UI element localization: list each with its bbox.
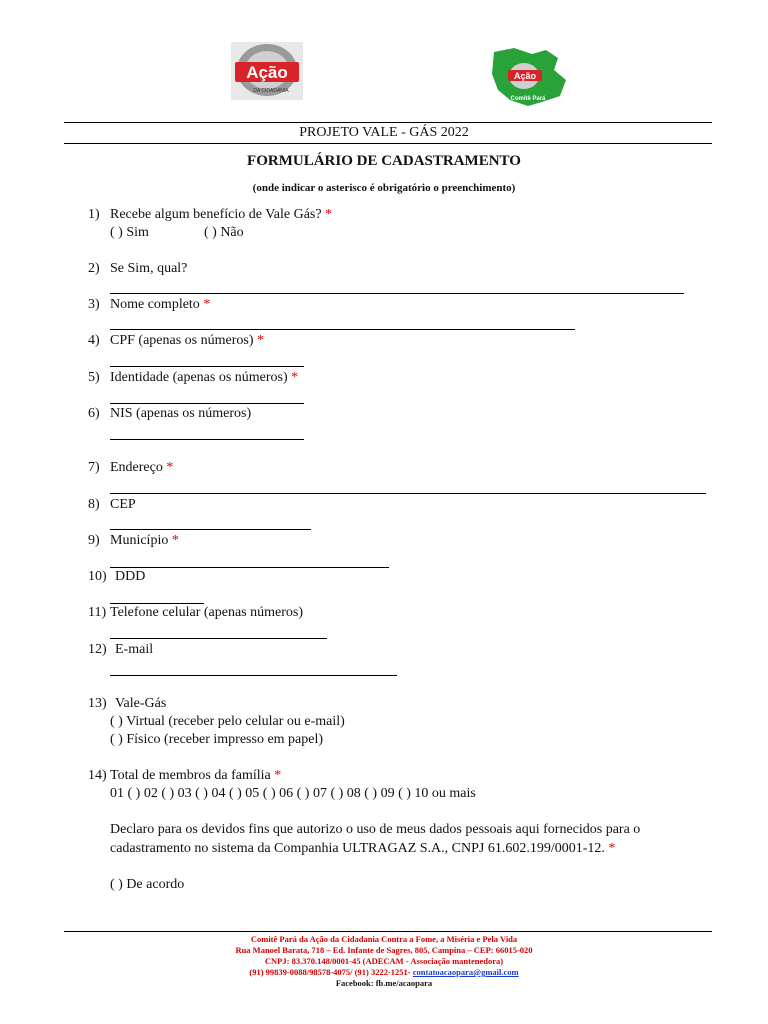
q13-option-virtual[interactable]: ( ) Virtual (receber pelo celular ou e-mail) [110, 714, 345, 729]
declaration-line-1: Declaro para os devidos fins que autorizo o uso de meus dados pessoais aqui fornecidos para o [110, 822, 641, 837]
q14-options[interactable]: 01 ( ) 02 ( ) 03 ( ) 04 ( ) 05 ( ) 06 ( ) 07 ( ) 08 ( ) 09 ( ) 10 ou mais [110, 786, 476, 801]
q8-answer-line[interactable] [110, 529, 311, 530]
q4-answer-line[interactable] [110, 366, 304, 367]
q12-number: 12) [88, 642, 107, 657]
q9-label: Município * [110, 533, 179, 548]
q11-answer-line[interactable] [110, 638, 327, 639]
required-note: (onde indicar o asterisco é obrigatório o preenchimento) [252, 182, 516, 194]
q9-number: 9) [88, 533, 100, 548]
q2-label: Se Sim, qual? [110, 261, 188, 276]
q1-option-sim[interactable]: ( ) Sim [110, 225, 149, 240]
q7-label: Endereço * [110, 460, 174, 475]
q5-label: Identidade (apenas os números) * [110, 370, 299, 385]
q5-number: 5) [88, 370, 100, 385]
q6-label: NIS (apenas os números) [110, 406, 252, 421]
header-bottom-rule [64, 143, 712, 144]
q3-answer-line[interactable] [110, 329, 575, 330]
question-1-label: Recebe algum benefício de Vale Gás? * [110, 207, 333, 222]
footer-contact [0, 967, 768, 978]
footer-facebook[interactable]: Facebook: fb.me/acaopara [335, 978, 433, 988]
q2-answer-line[interactable] [110, 293, 684, 294]
q4-number: 4) [88, 333, 100, 348]
footer [0, 934, 768, 989]
footer-address: Rua Manoel Barata, 718 – Ed. Infante de Sagres, 805, Campina – CEP: 66015-020 [235, 945, 533, 955]
q7-number: 7) [88, 460, 100, 475]
footer-cnpj: CNPJ: 83.370.148/0001-45 (ADECAM - Associação mantenedora) [264, 956, 504, 966]
q13-label: Vale-Gás [115, 696, 167, 711]
q12-answer-line[interactable] [110, 675, 397, 676]
declaration-line-2: cadastramento no sistema da Companhia ULTRAGAZ S.A., CNPJ 61.602.199/0001-12. * [110, 841, 616, 856]
q3-number: 3) [88, 297, 100, 312]
q6-answer-line[interactable] [110, 439, 304, 440]
q3-label: Nome completo * [110, 297, 211, 312]
q2-number: 2) [88, 261, 100, 276]
agree-option[interactable]: ( ) De acordo [110, 877, 185, 892]
comite-para-logo [484, 44, 576, 110]
q10-label: DDD [115, 569, 146, 584]
q5-answer-line[interactable] [110, 403, 304, 404]
q7-answer-line[interactable] [110, 493, 706, 494]
q1-option-nao[interactable]: ( ) Não [204, 225, 244, 240]
q8-label: CEP [110, 497, 136, 512]
project-title: PROJETO VALE - GÁS 2022 [299, 125, 469, 140]
left-logo-sub: DA CIDADANIA [253, 88, 289, 94]
q13-number: 13) [88, 696, 107, 711]
q14-label: Total de membros da família * [110, 768, 282, 783]
footer-rule [64, 931, 712, 932]
header-top-rule [64, 122, 712, 123]
q10-number: 10) [88, 569, 107, 584]
form-title: FORMULÁRIO DE CADASTRAMENTO [247, 153, 521, 169]
q12-label: E-mail [115, 642, 154, 657]
q10-answer-line[interactable] [110, 603, 204, 604]
right-logo-text: Ação [513, 71, 537, 81]
footer-phones: (91) 99839-0088/98578-4075/ (91) 3222-1251- [249, 967, 411, 977]
q8-number: 8) [88, 497, 100, 512]
right-logo-sub: Comitê Pará [510, 96, 546, 102]
footer-org: Comitê Pará da Ação da Cidadania Contra a Fome, a Miséria e Pela Vida [250, 934, 518, 944]
q9-answer-line[interactable] [110, 567, 389, 568]
q6-number: 6) [88, 406, 100, 421]
acao-cidadania-logo [231, 42, 303, 100]
q11-label: Telefone celular (apenas números) [110, 605, 303, 620]
q14-number: 14) [88, 768, 107, 783]
q11-number: 11) [88, 605, 107, 620]
left-logo-text: Ação [246, 63, 288, 82]
q13-option-fisico[interactable]: ( ) Físico (receber impresso em papel) [110, 732, 324, 747]
q4-label: CPF (apenas os números) * [110, 333, 264, 348]
footer-email-link[interactable]: contatoacaopara@gmail.com [412, 967, 519, 977]
